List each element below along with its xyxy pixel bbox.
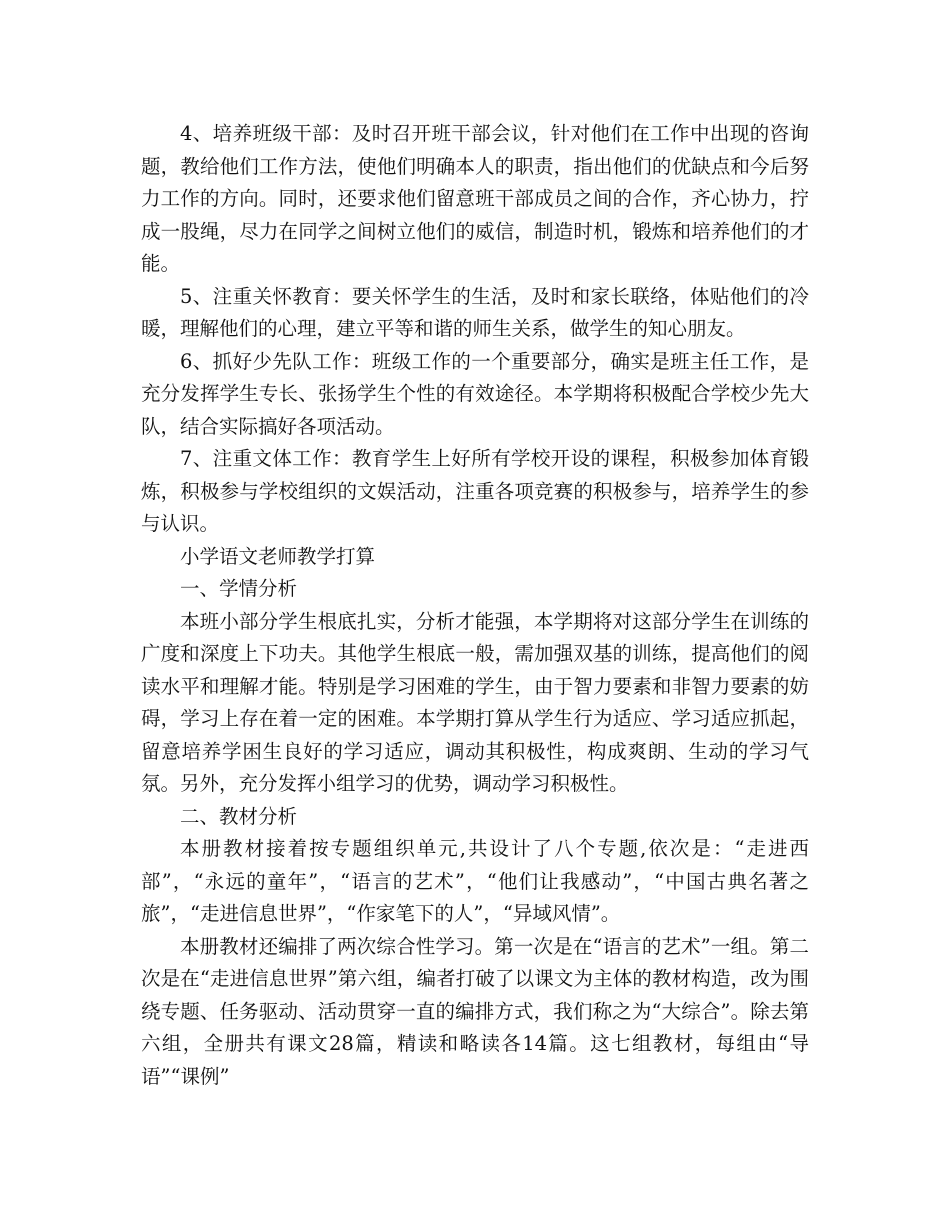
paragraph-class-cadres: 4、培养班级干部：及时召开班干部会议，针对他们在工作中出现的咨询题，教给他们工作方法，使他们明确本人的职责，指出他们的优缺点和今后努力工作的方向。同时，还要求他们留意班干部成员之间的合作，齐心协力，拧成一股绳，尽力在同学之间树立他们的威信，制造时机，锻炼和培养他们的才能。 (141, 122, 809, 275)
paragraph-student-analysis: 本班小部分学生根底扎实，分析才能强，本学期将对这部分学生在训练的广度和深度上下功夫。其他学生根底一般，需加强双基的训练，提高他们的阅读水平和理解才能。特别是学习困难的学生，由于智力要素和非智力要素的妨碍，学习上存在着一定的困难。本学期打算从学生行为适应、学习适应抓起，留意培养学困生良好的学习适应，调动其积极性，构成爽朗、生动的学习气氛。另外，充分发挥小组学习的优势，调动学习积极性。 (141, 609, 809, 795)
paragraph-comprehensive-learning: 本册教材还编排了两次综合性学习。第一次是在“语言的艺术”一组。第二次是在“走进信息世界”第六组，编者打破了以课文为主体的教材构造，改为围绕专题、任务驱动、活动贯穿一直的编排方式，我们称之为“大综合”。除去第六组，全册共有课文28篇，精读和略读各14篇。这七组教材，每组由“导语”“课例” (141, 934, 809, 1088)
paragraph-culture-sports: 7、注重文体工作：教育学生上好所有学校开设的课程，积极参加体育锻炼，积极参与学校组织的文娱活动，注重各项竞赛的积极参与，培养学生的参与认识。 (141, 447, 809, 535)
heading-student-analysis: 一、学情分析 (180, 577, 298, 600)
paragraph-care-education: 5、注重关怀教育：要关怀学生的生活，及时和家长联络，体贴他们的冷暖，理解他们的心理，建立平等和谐的师生关系，做学生的知心朋友。 (141, 284, 809, 340)
document-page (141, 118, 809, 1093)
paragraph-young-pioneers: 6、抓好少先队工作：班级工作的一个重要部分，确实是班主任工作，是充分发挥学生专长、张扬学生个性的有效途径。本学期将积极配合学校少先大队，结合实际搞好各项活动。 (141, 349, 809, 438)
paragraph-textbook-topics: 本册教材接着按专题组织单元,共设计了八个专题,依次是：“走进西部”，“永远的童年”，“语言的艺术”，“他们让我感动”，“中国古典名著之旅”，“走进信息世界”，“作家笔下的人”，“异域风情”。 (141, 837, 809, 925)
heading-textbook-analysis: 二、教材分析 (180, 804, 298, 828)
section-title: 小学语文老师教学打算 (180, 544, 376, 568)
